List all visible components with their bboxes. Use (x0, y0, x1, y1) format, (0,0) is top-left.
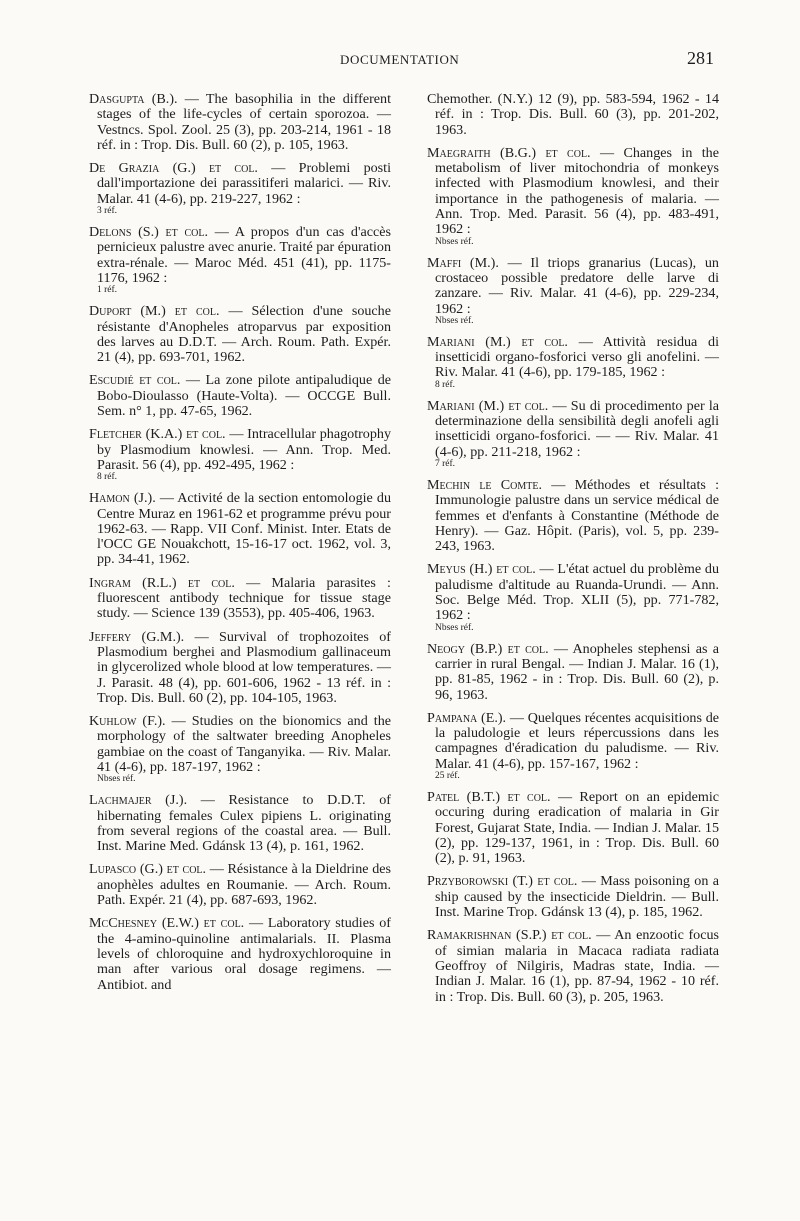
entry-author: Meyus (H.) et col. (427, 561, 536, 578)
right-column (427, 92, 719, 1013)
entry-text: — Malaria parasites : fluorescent antibody technique for tissue stage study. — Science 139 (3553), pp. 405-406, 1963. (97, 574, 391, 622)
bibliography-entry (89, 161, 391, 217)
entry-reference-count: 3 réf. (97, 206, 118, 217)
bibliography-entry (89, 793, 391, 854)
entry-text: — A propos d'un cas d'accès pernicieux palustre avec anurie. Traité par épuration extra-rénale. — Maroc Méd. 451 (41), pp. 1175-1176, 1962 : (97, 224, 392, 286)
entry-reference-count: Nbses réf. (435, 236, 474, 247)
bibliography-entry (89, 862, 391, 908)
entry-text: — Attività residua di insetticidi organo-fosforici verso gli anofelini. — Riv. Malar. 41 (4-6), pp. 179-185, 1962 : (435, 333, 720, 381)
bibliography-entry (89, 916, 391, 992)
bibliography-entry (427, 562, 719, 633)
bibliography-entry (427, 711, 719, 782)
bibliography-entry (427, 146, 719, 248)
page-number: 281 (687, 48, 714, 68)
bibliography-entry (89, 714, 391, 785)
entry-author: Neogy (B.P.) et col. (427, 640, 549, 657)
bibliography-entry (89, 630, 391, 706)
entry-author: Pampana (E.). (427, 709, 507, 726)
bibliography-entry (427, 478, 719, 554)
bibliography-entry (427, 874, 719, 920)
bibliography-entry (89, 225, 391, 296)
entry-reference-count: Nbses réf. (435, 622, 474, 633)
entry-text: — Quelques récentes acquisitions de la paludologie et leurs répercussions dans les campagnes d'éradication du paludisme. — Riv. Malar. 41 (4-6), pp. 157-167, 1962 : (435, 709, 720, 772)
entry-text: Chemother. (N.Y.) 12 (9), pp. 583-594, 1962 - 14 réf. in : Trop. Dis. Bull. 60 (3), pp. 201-202, 1963. (427, 91, 719, 138)
entry-author: Lachmajer (J.). (89, 792, 188, 809)
bibliography-entry (427, 928, 719, 1004)
entry-reference-count: 8 réf. (435, 379, 456, 390)
bibliography-entry (89, 304, 391, 365)
entry-text: — Activité de la section entomologie du Centre Muraz en 1961-62 et programme prévu pour 1962-63. — Rapp. VII Conf. Minist. Inter. Etats de l'OCC GE Nouakchott, 15-16-17 oct. 1962, vol. 3, pp. 34-41, 1962. (97, 490, 391, 568)
entry-author: Escudié et col. (89, 372, 181, 389)
entry-author: Fletcher (K.A.) et col. (89, 426, 226, 443)
entry-author: Mechin le Comte. (427, 476, 543, 493)
entry-author: Patel (B.T.) et col. (427, 788, 551, 805)
entry-author: Ramakrishnan (S.P.) et col. (427, 927, 592, 944)
entry-text: — An enzootic focus of simian malaria in Macaca radiata radiata Geoffroy of Nilgiris, Madras state, India. — Indian J. Malar. 16 (1), pp. 87-94, 1962 - 10 réf. in : Trop. Dis. Bull. 60 (3), p. 205, 1963. (435, 927, 719, 1005)
entry-author: De Grazia (G.) et col. (89, 160, 258, 177)
running-title: DOCUMENTATION (340, 52, 460, 67)
bibliography-entry (89, 92, 391, 153)
entry-reference-count: 7 réf. (435, 458, 456, 469)
entry-text: — Studies on the bionomics and the morphology of the saltwater breeding Anopheles gambiae on the coast of Tanganyika. — Riv. Malar. 41 (4-6), pp. 187-197, 1962 : (97, 713, 391, 775)
bibliography-entry (427, 256, 719, 327)
entry-author: Jeffery (G.M.). (89, 628, 185, 645)
page-header (90, 50, 718, 72)
bibliography-entry (427, 642, 719, 703)
entry-text: — Sélection d'une souche résistante d'Anopheles atroparvus par exposition des larves au D.D.T. — Arch. Roum. Path. Expér. 21 (4), pp. 693-701, 1962. (97, 303, 391, 366)
bibliography-entry (427, 790, 719, 866)
bibliography-entry (89, 427, 391, 483)
bibliography-entry (427, 92, 719, 138)
entry-author: Przyborowski (T.) et col. (427, 873, 578, 890)
entry-author: Ingram (R.L.) et col. (89, 574, 235, 591)
bibliography-entry (427, 335, 719, 391)
entry-author: Kuhlow (F.). (89, 713, 166, 730)
entry-text: — La zone pilote antipaludique de Bobo-Dioulasso (Haute-Volta). — OCCGE Bull. Sem. n° 1, pp. 47-65, 1962. (97, 372, 391, 420)
entry-reference-count: 8 réf. (97, 472, 118, 483)
entry-text: — Report on an epidemic occuring during eradication of malaria in Gir Forest, Gujarat State, India. — Indian J. Malar. 15 (2), pp. 129-137, 1961, in : Trop. Dis. Bull. 60 (2), p. 91, 1963. (435, 788, 719, 867)
entry-reference-count: Nbses réf. (97, 774, 136, 785)
entry-text: — Méthodes et résultats : Immunologie palustre dans un service médical de femmes et d'enfants à Constantine (Méthode de Henry). — Gaz. Hôpit. (Paris), vol. 5, pp. 239-243, 1963. (435, 476, 719, 555)
entry-reference-count: 1 réf. (97, 285, 118, 296)
entry-text: — Laboratory studies of the 4-amino-quinoline antimalarials. II. Plasma levels of chloroquine and hydroxychloroquine in man after various oral dosage regimens. — Antibiot. and (97, 915, 391, 993)
entry-reference-count: Nbses réf. (435, 315, 474, 326)
entry-text: — Resistance to D.D.T. of hibernating females Culex pipiens L. originating from several regions of the coastal area. — Bull. Inst. Marine Med. Gdánsk 13 (4), p. 161, 1962. (97, 792, 391, 855)
bibliography-entry (89, 491, 391, 567)
entry-author: Dasgupta (B.). (89, 91, 178, 107)
bibliography-entry (89, 576, 391, 622)
entry-text: — Intracellular phagotrophy by Plasmodium knowlesi. — Ann. Trop. Med. Parasit. 56 (4), pp. 492-495, 1962 : (97, 426, 391, 473)
entry-text: — Su di procedimento per la determinazione della sensibilità degli anofeli agli insetticidi organo-fosforici. — — Riv. Malar. 41 (4-6), pp. 211-218, 1962 : (435, 397, 719, 460)
entry-text: — Problemi posti dall'importazione dei parassitiferi malarici. — Riv. Malar. 41 (4-6), pp. 219-227, 1962 : (97, 160, 391, 207)
entry-text: — Survival of trophozoites of Plasmodium berghei and Plasmodium gallinaceum in glycerolized whole blood at low temperatures. — J. Parasit. 48 (4), pp. 601-606, 1962 - 13 réf. in : Trop. Dis. Bull. 60 (2), pp. 104-105, 1963. (97, 628, 391, 706)
entry-text: — Changes in the metabolism of liver mitochondria of monkeys infected with Plasmodium knowlesi, and their importance in the pathogenesis of malaria. — Ann. Trop. Med. Parasit. 56 (4), pp. 483-491, 1962 : (435, 144, 719, 238)
entry-author: Duport (M.) et col. (89, 303, 220, 320)
entry-author: Maegraith (B.G.) et col. (427, 144, 591, 161)
left-column (89, 92, 391, 1001)
entry-text: — Mass poisoning on a ship caused by the insecticide Dieldrin. — Bull. Inst. Marine Trop. Gdánsk 13 (4), p. 185, 1962. (435, 873, 719, 921)
bibliography-entry (427, 399, 719, 470)
bibliography-entry (89, 373, 391, 419)
entry-author: Maffi (M.). (427, 254, 499, 271)
entry-author: Lupasco (G.) et col. (89, 861, 207, 878)
entry-author: Hamon (J.). (89, 490, 156, 507)
entry-author: Mariani (M.) et col. (427, 397, 549, 414)
entry-text: — Il triops granarius (Lucas), un crostaceo possible predatore delle larve di zanzare. — Riv. Malar. 41 (4-6), pp. 229-234, 1962 : (435, 254, 719, 317)
entry-text: — Anopheles stephensi as a carrier in rural Bengal. — Indian J. Malar. 16 (1), pp. 81-85, 1962 - in : Trop. Dis. Bull. 60 (2), p. 96, 1963. (435, 640, 720, 703)
entry-text: — The basophilia in the different stages of the life-cycles of certain sporozoa. — Vestncs. Spol. Zool. 25 (3), pp. 203-214, 1961 - 18 réf. in : Trop. Dis. Bull. 60 (2), p. 105, 1963. (97, 91, 391, 153)
entry-text: — Résistance à la Dieldrine des anophèles adultes en Roumanie. — Arch. Roum. Path. Expér. 21 (4), pp. 687-693, 1962. (97, 861, 391, 909)
entry-author: Mariani (M.) et col. (427, 333, 568, 350)
entry-author: Delons (S.) et col. (89, 224, 208, 241)
entry-author: McChesney (E.W.) et col. (89, 915, 245, 932)
entry-reference-count: 25 réf. (435, 770, 460, 781)
entry-text: — L'état actuel du problème du paludisme d'altitude au Ruanda-Urundi. — Ann. Soc. Belge Méd. Trop. XLII (5), pp. 771-782, 1962 : (435, 561, 719, 624)
